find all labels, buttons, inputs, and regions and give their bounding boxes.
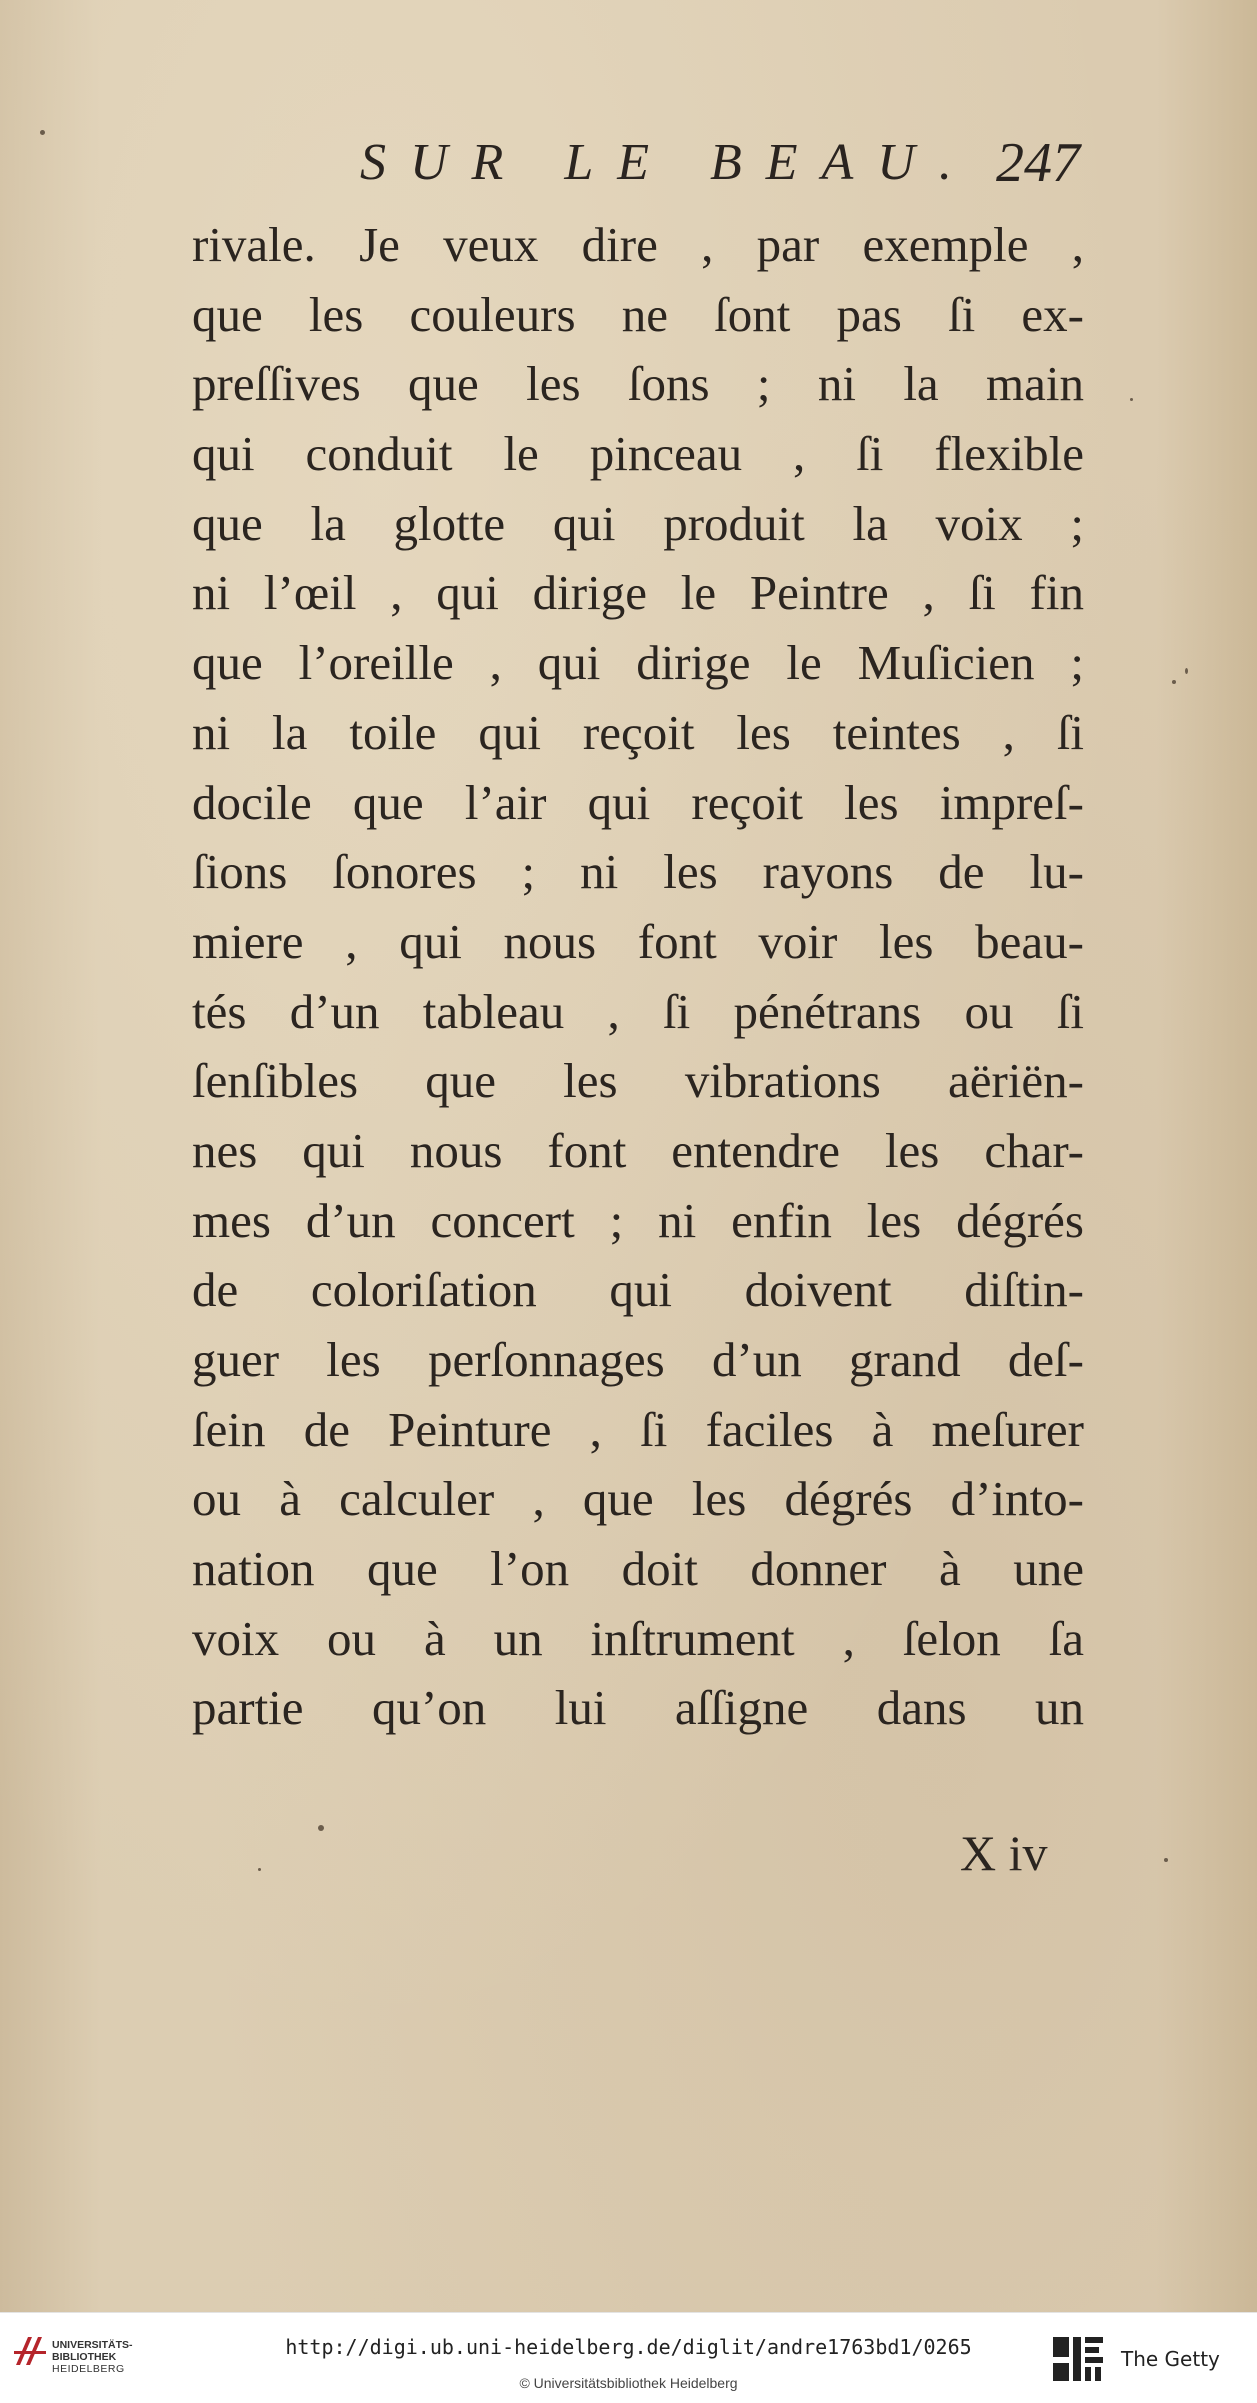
library-logo-line: UNIVERSITÄTS-	[52, 2339, 133, 2351]
copyright-notice: © Universitätsbibliothek Heidelberg	[519, 2375, 738, 2391]
text-line: docile que l’air qui reçoit les impreſ-	[192, 774, 1084, 830]
running-title: SUR LE BEAU.	[360, 134, 976, 191]
text-line: ni l’œil , qui dirige le Peintre , ſi fin	[192, 565, 1084, 621]
text-line: preſſives que les ſons ; ni la main	[192, 356, 1084, 412]
text-line: ſenſibles que les vibrations aëriën-	[192, 1053, 1084, 1109]
text-line: voix ou à un inſtrument , ſelon ſa	[192, 1610, 1084, 1666]
text-line: ſions ſonores ; ni les rayons de lu-	[192, 844, 1084, 900]
text-line: ou à calculer , que les dégrés d’into-	[192, 1471, 1084, 1527]
text-line: nation que l’on doit donner à une	[192, 1541, 1084, 1597]
text-line: guer les perſonnages d’un grand deſ-	[192, 1332, 1084, 1387]
getty-logo-icon	[1049, 2333, 1109, 2385]
paper-speck	[1130, 398, 1133, 401]
text-line: de coloriſation qui doivent diſtin-	[192, 1262, 1084, 1318]
getty-logo-text: The Getty	[1121, 2347, 1220, 2371]
library-logo-line: BIBLIOTHEK	[52, 2351, 117, 2363]
paper-speck	[318, 1825, 324, 1831]
paper-speck	[40, 130, 45, 135]
paper-speck	[1172, 680, 1176, 684]
catchword: X iv	[960, 1825, 1048, 1881]
body-text	[192, 210, 1084, 1743]
page-header	[360, 128, 1080, 198]
library-logo-line: HEIDELBERG	[52, 2363, 125, 2375]
text-line: tés d’un tableau , ſi pénétrans ou ſi	[192, 983, 1084, 1039]
text-line: partie qu’on lui aſſigne dans un	[192, 1680, 1084, 1736]
getty-logo[interactable]	[1049, 2333, 1239, 2389]
text-line: qui conduit le pinceau , ſi flexible	[192, 426, 1084, 482]
footer-bar	[0, 2312, 1257, 2403]
text-line: nes qui nous font entendre les char-	[192, 1122, 1084, 1178]
paper-speck	[1185, 668, 1188, 674]
paper-speck	[258, 1868, 261, 1871]
text-line: rivale. Je veux dire , par exemple ,	[192, 217, 1084, 272]
text-line: miere , qui nous font voir les beau-	[192, 913, 1084, 969]
text-line: mes d’un concert ; ni enfin les dégrés	[192, 1192, 1084, 1248]
permalink-url[interactable]: http://digi.ub.uni-heidelberg.de/diglit/andre1763bd1/0265	[285, 2335, 972, 2359]
paper-speck	[1164, 1858, 1168, 1862]
text-line: que la glotte qui produit la voix ;	[192, 495, 1084, 551]
page-number: 247	[996, 132, 1080, 194]
text-line: que les couleurs ne ſont pas ſi ex-	[192, 286, 1084, 342]
text-line: ni la toile qui reçoit les teintes , ſi	[192, 704, 1084, 760]
text-line: ſein de Peinture , ſi faciles à meſurer	[192, 1401, 1084, 1457]
text-line: que l’oreille , qui dirige le Muſicien ;	[192, 635, 1084, 691]
